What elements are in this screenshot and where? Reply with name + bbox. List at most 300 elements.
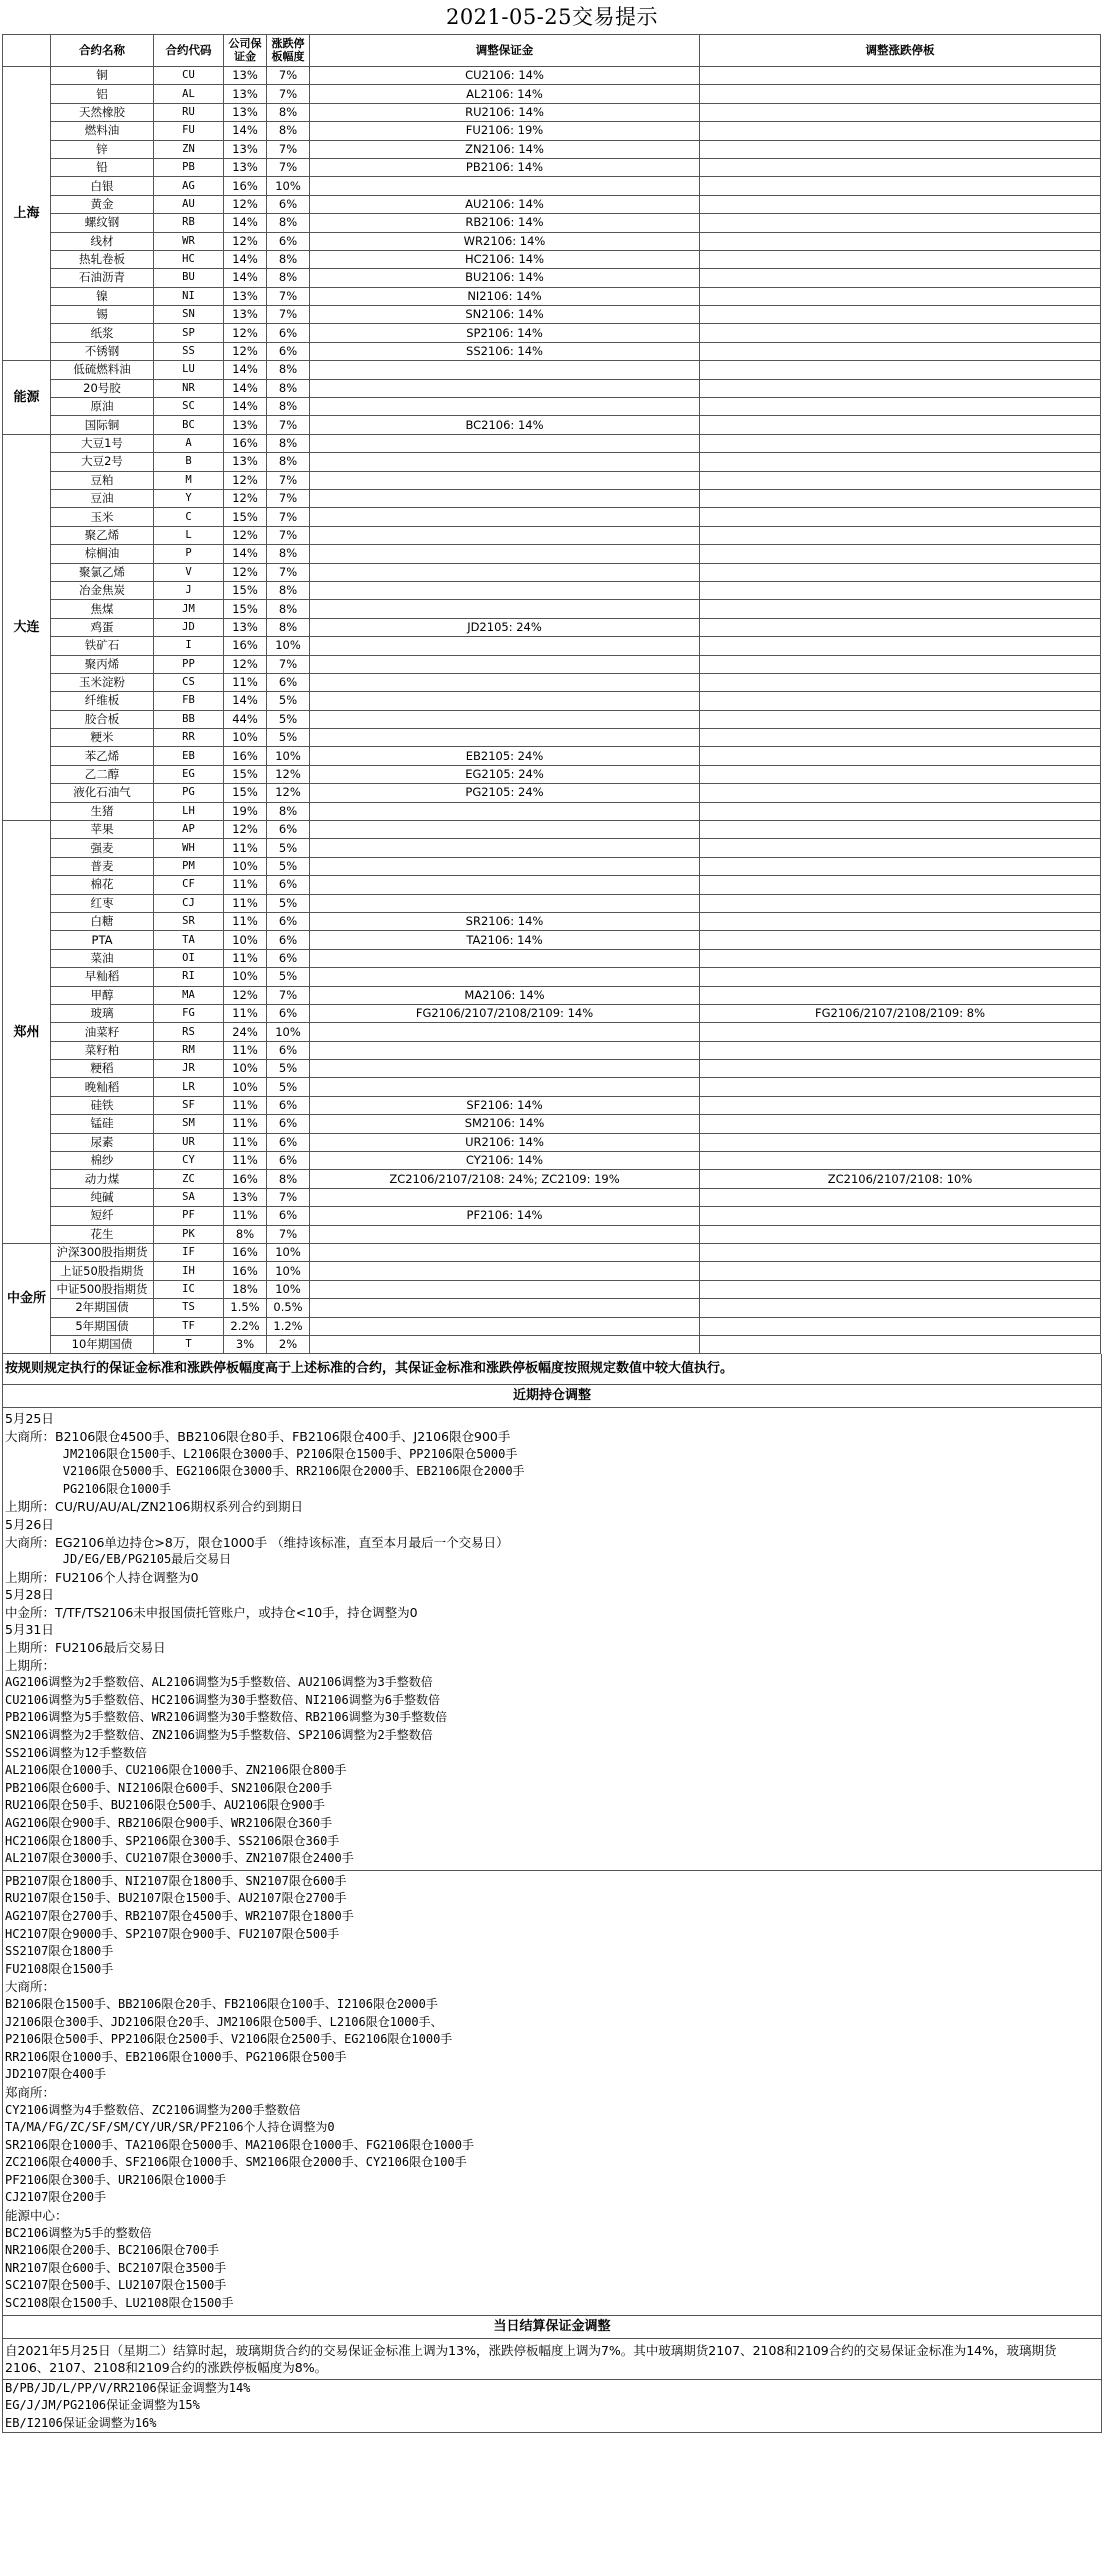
text-line: CJ2107限仓200手 — [5, 2190, 107, 2205]
table-row — [3, 1133, 1101, 1151]
table-row — [3, 287, 1101, 305]
limit-cell: 8% — [267, 802, 310, 820]
table-row — [3, 655, 1101, 673]
limit-cell: 10% — [267, 177, 310, 195]
table-row — [3, 765, 1101, 783]
limit-cell: 6% — [267, 912, 310, 930]
contract-code-cell: PP — [154, 655, 224, 673]
margin-cell: 14% — [224, 692, 267, 710]
adjusted-limit-cell — [700, 195, 1101, 213]
contract-name-cell: 线材 — [51, 232, 154, 250]
position-adjust-heading: 近期持仓调整 — [2, 1384, 1102, 1408]
adjusted-limit-cell — [700, 122, 1101, 140]
contract-code-cell: UR — [154, 1133, 224, 1151]
table-row — [3, 1041, 1101, 1059]
table-row — [3, 857, 1101, 875]
limit-cell: 7% — [267, 158, 310, 176]
contract-code-cell: FU — [154, 122, 224, 140]
adjusted-limit-cell — [700, 821, 1101, 839]
contract-name-cell: 锌 — [51, 140, 154, 158]
text-line: PG2106限仓1000手 — [5, 1481, 172, 1496]
limit-cell: 8% — [267, 434, 310, 452]
contract-code-cell: RR — [154, 729, 224, 747]
adjusted-limit-cell — [700, 857, 1101, 875]
text-line: V2106限仓5000手、EG2106限仓3000手、RR2106限仓2000手、EB2106限仓2000手 — [5, 1464, 525, 1479]
adjusted-limit-cell — [700, 876, 1101, 894]
contract-name-cell: 白银 — [51, 177, 154, 195]
margin-cell: 16% — [224, 434, 267, 452]
contract-name-cell: 粳稻 — [51, 1060, 154, 1078]
text-line: 大商所： — [5, 1979, 56, 1995]
margin-cell: 16% — [224, 1262, 267, 1280]
contract-name-cell: 铜 — [51, 67, 154, 85]
table-row — [3, 232, 1101, 250]
adjusted-limit-cell — [700, 103, 1101, 121]
adjusted-limit-cell — [700, 250, 1101, 268]
adjusted-limit-cell — [700, 1188, 1101, 1206]
table-row — [3, 526, 1101, 544]
table-row — [3, 122, 1101, 140]
adjusted-limit-cell — [700, 1244, 1101, 1262]
adjusted-limit-cell — [700, 581, 1101, 599]
adjusted-margin-cell — [310, 839, 700, 857]
text-line: 上期所：FU2106个人持仓调整为0 — [5, 1569, 199, 1585]
position-adjust-block-a — [2, 1408, 1102, 1869]
contract-code-cell: SP — [154, 324, 224, 342]
limit-cell: 6% — [267, 876, 310, 894]
contract-code-cell: EG — [154, 765, 224, 783]
header-adjusted-limit: 调整涨跌停板 — [700, 35, 1101, 67]
margin-cell: 10% — [224, 857, 267, 875]
margin-cell: 12% — [224, 821, 267, 839]
contract-name-cell: 菜籽粕 — [51, 1041, 154, 1059]
table-row — [3, 1225, 1101, 1243]
contract-code-cell: LR — [154, 1078, 224, 1096]
margin-cell: 1.5% — [224, 1299, 267, 1317]
table-row — [3, 1060, 1101, 1078]
text-line: 大商所：B2106限仓4500手、BB2106限仓80手、FB2106限仓400手、J2106限仓900手 — [5, 1428, 511, 1444]
limit-cell: 7% — [267, 1225, 310, 1243]
limit-cell: 5% — [267, 710, 310, 728]
limit-cell: 5% — [267, 857, 310, 875]
contract-name-cell: 棕榈油 — [51, 545, 154, 563]
adjusted-limit-cell — [700, 912, 1101, 930]
adjusted-margin-cell: FU2106: 19% — [310, 122, 700, 140]
text-line: 上期所：CU/RU/AU/AL/ZN2106期权系列合约到期日 — [5, 1499, 303, 1515]
contract-code-cell: JD — [154, 618, 224, 636]
contract-name-cell: 聚氯乙烯 — [51, 563, 154, 581]
contract-code-cell: SR — [154, 912, 224, 930]
adjusted-limit-cell — [700, 324, 1101, 342]
adjusted-margin-cell — [310, 1317, 700, 1335]
adjusted-margin-cell — [310, 361, 700, 379]
adjusted-limit-cell — [700, 1207, 1101, 1225]
margin-cell: 13% — [224, 306, 267, 324]
margin-cell: 11% — [224, 912, 267, 930]
limit-cell: 6% — [267, 673, 310, 691]
limit-cell: 8% — [267, 600, 310, 618]
table-row — [3, 729, 1101, 747]
margin-cell: 18% — [224, 1280, 267, 1298]
text-line: PB2107限仓1800手、NI2107限仓1800手、SN2107限仓600手 — [5, 1873, 347, 1888]
adjusted-limit-cell — [700, 1078, 1101, 1096]
table-row — [3, 1023, 1101, 1041]
adjusted-limit-cell — [700, 1096, 1101, 1114]
margin-cell: 14% — [224, 379, 267, 397]
margin-cell: 11% — [224, 673, 267, 691]
margin-cell: 10% — [224, 1078, 267, 1096]
text-line: RU2107限仓150手、BU2107限仓1500手、AU2107限仓2700手 — [5, 1891, 347, 1906]
limit-cell: 8% — [267, 250, 310, 268]
contract-name-cell: 菜油 — [51, 949, 154, 967]
adjusted-margin-cell — [310, 545, 700, 563]
contract-code-cell: ZN — [154, 140, 224, 158]
contract-code-cell: C — [154, 508, 224, 526]
exchange-cell: 中金所 — [3, 1244, 51, 1354]
limit-cell: 10% — [267, 637, 310, 655]
adjusted-margin-cell — [310, 434, 700, 452]
table-row — [3, 710, 1101, 728]
text-line: RR2106限仓1000手、EB2106限仓1000手、PG2106限仓500手 — [5, 2049, 347, 2064]
adjusted-limit-cell — [700, 489, 1101, 507]
contract-code-cell: V — [154, 563, 224, 581]
contract-name-cell: 低硫燃料油 — [51, 361, 154, 379]
adjusted-limit-cell — [700, 232, 1101, 250]
contract-code-cell: MA — [154, 986, 224, 1004]
limit-cell: 10% — [267, 1023, 310, 1041]
contract-code-cell: RB — [154, 214, 224, 232]
contract-name-cell: 苯乙烯 — [51, 747, 154, 765]
limit-cell: 0.5% — [267, 1299, 310, 1317]
margin-cell: 15% — [224, 581, 267, 599]
limit-cell: 12% — [267, 784, 310, 802]
margin-cell: 12% — [224, 655, 267, 673]
text-line: JD/EG/EB/PG2105最后交易日 — [5, 1552, 232, 1567]
contract-code-cell: CU — [154, 67, 224, 85]
margin-cell: 14% — [224, 269, 267, 287]
margin-cell: 3% — [224, 1335, 267, 1353]
contract-name-cell: 纸浆 — [51, 324, 154, 342]
adjusted-limit-cell — [700, 379, 1101, 397]
contract-name-cell: 硅铁 — [51, 1096, 154, 1114]
contract-code-cell: NI — [154, 287, 224, 305]
table-row — [3, 839, 1101, 857]
text-line: AG2106限仓900手、RB2106限仓900手、WR2106限仓360手 — [5, 1816, 333, 1830]
contract-name-cell: 20号胶 — [51, 379, 154, 397]
table-row — [3, 1299, 1101, 1317]
text-line: 上期所：FU2106最后交易日 — [5, 1640, 166, 1656]
limit-cell: 6% — [267, 949, 310, 967]
text-line: SC2108限仓1500手、LU2108限仓1500手 — [5, 2296, 234, 2311]
text-line: 5月28日 — [5, 1587, 54, 1603]
contract-code-cell: RI — [154, 968, 224, 986]
contract-code-cell: TS — [154, 1299, 224, 1317]
contract-code-cell: RU — [154, 103, 224, 121]
table-row — [3, 821, 1101, 839]
contract-code-cell: RM — [154, 1041, 224, 1059]
adjusted-margin-cell: ZC2106/2107/2108: 24%; ZC2109: 19% — [310, 1170, 700, 1188]
table-row — [3, 67, 1101, 85]
contract-name-cell: 10年期国债 — [51, 1335, 154, 1353]
table-row — [3, 802, 1101, 820]
adjusted-margin-cell — [310, 1262, 700, 1280]
table-row — [3, 986, 1101, 1004]
table-row — [3, 379, 1101, 397]
adjusted-margin-cell: PG2105: 24% — [310, 784, 700, 802]
text-line: NR2106限仓200手、BC2106限仓700手 — [5, 2243, 220, 2258]
margin-cell: 13% — [224, 103, 267, 121]
limit-cell: 5% — [267, 968, 310, 986]
adjusted-limit-cell — [700, 85, 1101, 103]
limit-cell: 5% — [267, 692, 310, 710]
exchange-cell: 郑州 — [3, 821, 51, 1244]
text-line: AG2107限仓2700手、RB2107限仓4500手、WR2107限仓1800手 — [5, 1908, 354, 1923]
table-row — [3, 1170, 1101, 1188]
adjusted-limit-cell — [700, 508, 1101, 526]
adjusted-margin-cell: SP2106: 14% — [310, 324, 700, 342]
adjusted-limit-cell — [700, 1262, 1101, 1280]
contract-code-cell: JM — [154, 600, 224, 618]
adjusted-margin-cell — [310, 1041, 700, 1059]
limit-cell: 7% — [267, 655, 310, 673]
margin-cell: 12% — [224, 232, 267, 250]
adjusted-margin-cell — [310, 489, 700, 507]
adjusted-margin-cell: SN2106: 14% — [310, 306, 700, 324]
margin-cell: 12% — [224, 324, 267, 342]
table-row — [3, 214, 1101, 232]
limit-cell: 6% — [267, 1133, 310, 1151]
header-margin: 公司保证金 — [224, 35, 267, 67]
contract-code-cell: PG — [154, 784, 224, 802]
adjusted-limit-cell: ZC2106/2107/2108: 10% — [700, 1170, 1101, 1188]
trade-notice-sheet — [2, 0, 1102, 2433]
adjusted-margin-cell: RB2106: 14% — [310, 214, 700, 232]
contract-name-cell: 强麦 — [51, 839, 154, 857]
adjusted-margin-cell — [310, 379, 700, 397]
adjusted-limit-cell: FG2106/2107/2108/2109: 8% — [700, 1004, 1101, 1022]
table-row — [3, 1244, 1101, 1262]
contract-name-cell: 胶合板 — [51, 710, 154, 728]
adjusted-margin-cell: SR2106: 14% — [310, 912, 700, 930]
contract-name-cell: 2年期国债 — [51, 1299, 154, 1317]
adjusted-limit-cell — [700, 287, 1101, 305]
margin-cell: 14% — [224, 398, 267, 416]
table-row — [3, 968, 1101, 986]
contract-code-cell: PM — [154, 857, 224, 875]
adjusted-limit-cell — [700, 637, 1101, 655]
text-line: 上期所： — [5, 1657, 56, 1673]
limit-cell: 7% — [267, 1188, 310, 1206]
text-line: JM2106限仓1500手、L2106限仓3000手、P2106限仓1500手、PP2106限仓5000手 — [5, 1446, 518, 1461]
rule-notice: 按规则规定执行的保证金标准和涨跌停板幅度高于上述标准的合约，其保证金标准和涨跌停板幅度按照规定数值中较大值执行。 — [2, 1354, 1102, 1384]
contract-name-cell: 铝 — [51, 85, 154, 103]
contract-name-cell: 冶金焦炭 — [51, 581, 154, 599]
text-line: FU2108限仓1500手 — [5, 1961, 114, 1976]
margin-cell: 10% — [224, 931, 267, 949]
text-line: 郑商所： — [5, 2084, 56, 2100]
adjusted-margin-cell — [310, 655, 700, 673]
table-row — [3, 673, 1101, 691]
contract-code-cell: JR — [154, 1060, 224, 1078]
text-line: 大商所：EG2106单边持仓>8万，限仓1000手 （维持该标准，直至本月最后一个交易日） — [5, 1534, 509, 1550]
limit-cell: 5% — [267, 839, 310, 857]
contract-name-cell: 铁矿石 — [51, 637, 154, 655]
table-row — [3, 949, 1101, 967]
limit-cell: 6% — [267, 821, 310, 839]
margin-cell: 15% — [224, 784, 267, 802]
text-line: SR2106限仓1000手、TA2106限仓5000手、MA2106限仓1000手、FG2106限仓1000手 — [5, 2137, 474, 2152]
adjusted-margin-cell — [310, 857, 700, 875]
limit-cell: 5% — [267, 1060, 310, 1078]
contract-name-cell: 中证500股指期货 — [51, 1280, 154, 1298]
adjusted-margin-cell — [310, 563, 700, 581]
limit-cell: 7% — [267, 140, 310, 158]
margin-cell: 14% — [224, 250, 267, 268]
adjusted-limit-cell — [700, 563, 1101, 581]
table-row — [3, 581, 1101, 599]
limit-cell: 8% — [267, 618, 310, 636]
adjusted-limit-cell — [700, 839, 1101, 857]
table-row — [3, 361, 1101, 379]
contract-name-cell: 豆粕 — [51, 471, 154, 489]
margin-cell: 14% — [224, 214, 267, 232]
text-line: NR2107限仓600手、BC2107限仓3500手 — [5, 2260, 227, 2275]
adjusted-margin-cell: AL2106: 14% — [310, 85, 700, 103]
adjusted-limit-cell — [700, 434, 1101, 452]
margin-cell: 11% — [224, 1133, 267, 1151]
limit-cell: 10% — [267, 747, 310, 765]
text-line: J2106限仓300手、JD2106限仓20手、JM2106限仓500手、L2106限仓1000手、 — [5, 2014, 443, 2029]
contract-code-cell: M — [154, 471, 224, 489]
table-row — [3, 1280, 1101, 1298]
table-row — [3, 637, 1101, 655]
limit-cell: 6% — [267, 342, 310, 360]
adjusted-margin-cell: UR2106: 14% — [310, 1133, 700, 1151]
contract-name-cell: 豆油 — [51, 489, 154, 507]
adjusted-limit-cell — [700, 214, 1101, 232]
table-row — [3, 894, 1101, 912]
adjusted-margin-cell: SF2106: 14% — [310, 1096, 700, 1114]
margin-cell: 19% — [224, 802, 267, 820]
margin-cell: 11% — [224, 894, 267, 912]
adjusted-margin-cell — [310, 398, 700, 416]
margin-cell: 15% — [224, 508, 267, 526]
adjusted-margin-cell — [310, 894, 700, 912]
adjusted-margin-cell — [310, 1335, 700, 1353]
margin-cell: 10% — [224, 1060, 267, 1078]
adjusted-limit-cell — [700, 784, 1101, 802]
table-row — [3, 1096, 1101, 1114]
table-row — [3, 912, 1101, 930]
adjusted-limit-cell — [700, 1041, 1101, 1059]
margin-cell: 16% — [224, 637, 267, 655]
margin-cell: 2.2% — [224, 1317, 267, 1335]
margin-cell: 12% — [224, 195, 267, 213]
adjusted-margin-cell — [310, 526, 700, 544]
adjusted-margin-cell: CY2106: 14% — [310, 1152, 700, 1170]
contract-name-cell: 油菜籽 — [51, 1023, 154, 1041]
contract-code-cell: T — [154, 1335, 224, 1353]
adjusted-limit-cell — [700, 968, 1101, 986]
contract-code-cell: WR — [154, 232, 224, 250]
text-line: SC2107限仓500手、LU2107限仓1500手 — [5, 2278, 227, 2293]
contract-name-cell: 螺纹钢 — [51, 214, 154, 232]
adjusted-limit-cell — [700, 600, 1101, 618]
limit-cell: 6% — [267, 232, 310, 250]
margin-cell: 16% — [224, 747, 267, 765]
limit-cell: 7% — [267, 489, 310, 507]
adjusted-limit-cell — [700, 618, 1101, 636]
contract-name-cell: 甲醇 — [51, 986, 154, 1004]
table-row — [3, 747, 1101, 765]
contract-code-cell: J — [154, 581, 224, 599]
margin-cell: 10% — [224, 968, 267, 986]
contract-name-cell: 粳米 — [51, 729, 154, 747]
limit-cell: 7% — [267, 287, 310, 305]
contract-name-cell: 纤维板 — [51, 692, 154, 710]
text-line: ZC2106限仓4000手、SF2106限仓1000手、SM2106限仓2000手、CY2106限仓100手 — [5, 2155, 467, 2170]
contract-code-cell: SS — [154, 342, 224, 360]
margin-cell: 13% — [224, 416, 267, 434]
table-row — [3, 1115, 1101, 1133]
text-line: SS2107限仓1800手 — [5, 1944, 114, 1959]
text-line: 中金所：T/TF/TS2106未申报国债托管账户，或持仓<10手，持仓调整为0 — [5, 1604, 418, 1620]
margin-cell: 13% — [224, 453, 267, 471]
adjusted-margin-cell — [310, 600, 700, 618]
contract-name-cell: 棉花 — [51, 876, 154, 894]
limit-cell: 7% — [267, 416, 310, 434]
contract-name-cell: 乙二醇 — [51, 765, 154, 783]
contract-code-cell: AU — [154, 195, 224, 213]
adjusted-margin-cell: EG2105: 24% — [310, 765, 700, 783]
margin-cell: 15% — [224, 600, 267, 618]
contract-code-cell: OI — [154, 949, 224, 967]
adjusted-margin-cell: EB2105: 24% — [310, 747, 700, 765]
limit-cell: 8% — [267, 214, 310, 232]
margin-cell: 13% — [224, 158, 267, 176]
margin-cell: 14% — [224, 545, 267, 563]
table-row — [3, 618, 1101, 636]
contract-name-cell: 镍 — [51, 287, 154, 305]
text-line: CY2106调整为4手整数倍、ZC2106调整为200手整数倍 — [5, 2102, 301, 2117]
contract-name-cell: 玉米 — [51, 508, 154, 526]
contract-code-cell: IC — [154, 1280, 224, 1298]
contract-name-cell: 大豆1号 — [51, 434, 154, 452]
adjusted-limit-cell — [700, 655, 1101, 673]
settlement-paragraph: 自2021年5月25日（星期二）结算时起，玻璃期货合约的交易保证金标准上调为13%，涨跌停板幅度上调为7%。其中玻璃期货2107、2108和2109合约的交易保证金标准为14%，玻璃期货2106、2107、2108和2109合约的涨跌停板幅度为8%。 — [2, 2339, 1102, 2380]
adjusted-margin-cell: MA2106: 14% — [310, 986, 700, 1004]
text-line: AG2106调整为2手整数倍、AL2106调整为5手整数倍、AU2106调整为3手整数倍 — [5, 1675, 433, 1690]
contract-name-cell: 锡 — [51, 306, 154, 324]
table-row — [3, 489, 1101, 507]
contract-code-cell: SN — [154, 306, 224, 324]
adjusted-limit-cell — [700, 894, 1101, 912]
limit-cell: 10% — [267, 1262, 310, 1280]
margin-cell: 12% — [224, 342, 267, 360]
limit-cell: 6% — [267, 1115, 310, 1133]
contract-name-cell: 焦煤 — [51, 600, 154, 618]
margin-cell: 8% — [224, 1225, 267, 1243]
contract-code-cell: PB — [154, 158, 224, 176]
limit-cell: 2% — [267, 1335, 310, 1353]
adjusted-limit-cell — [700, 931, 1101, 949]
margin-cell: 13% — [224, 618, 267, 636]
limit-cell: 7% — [267, 67, 310, 85]
adjusted-margin-cell — [310, 581, 700, 599]
table-row — [3, 85, 1101, 103]
margin-cell: 16% — [224, 1170, 267, 1188]
contract-name-cell: 大豆2号 — [51, 453, 154, 471]
